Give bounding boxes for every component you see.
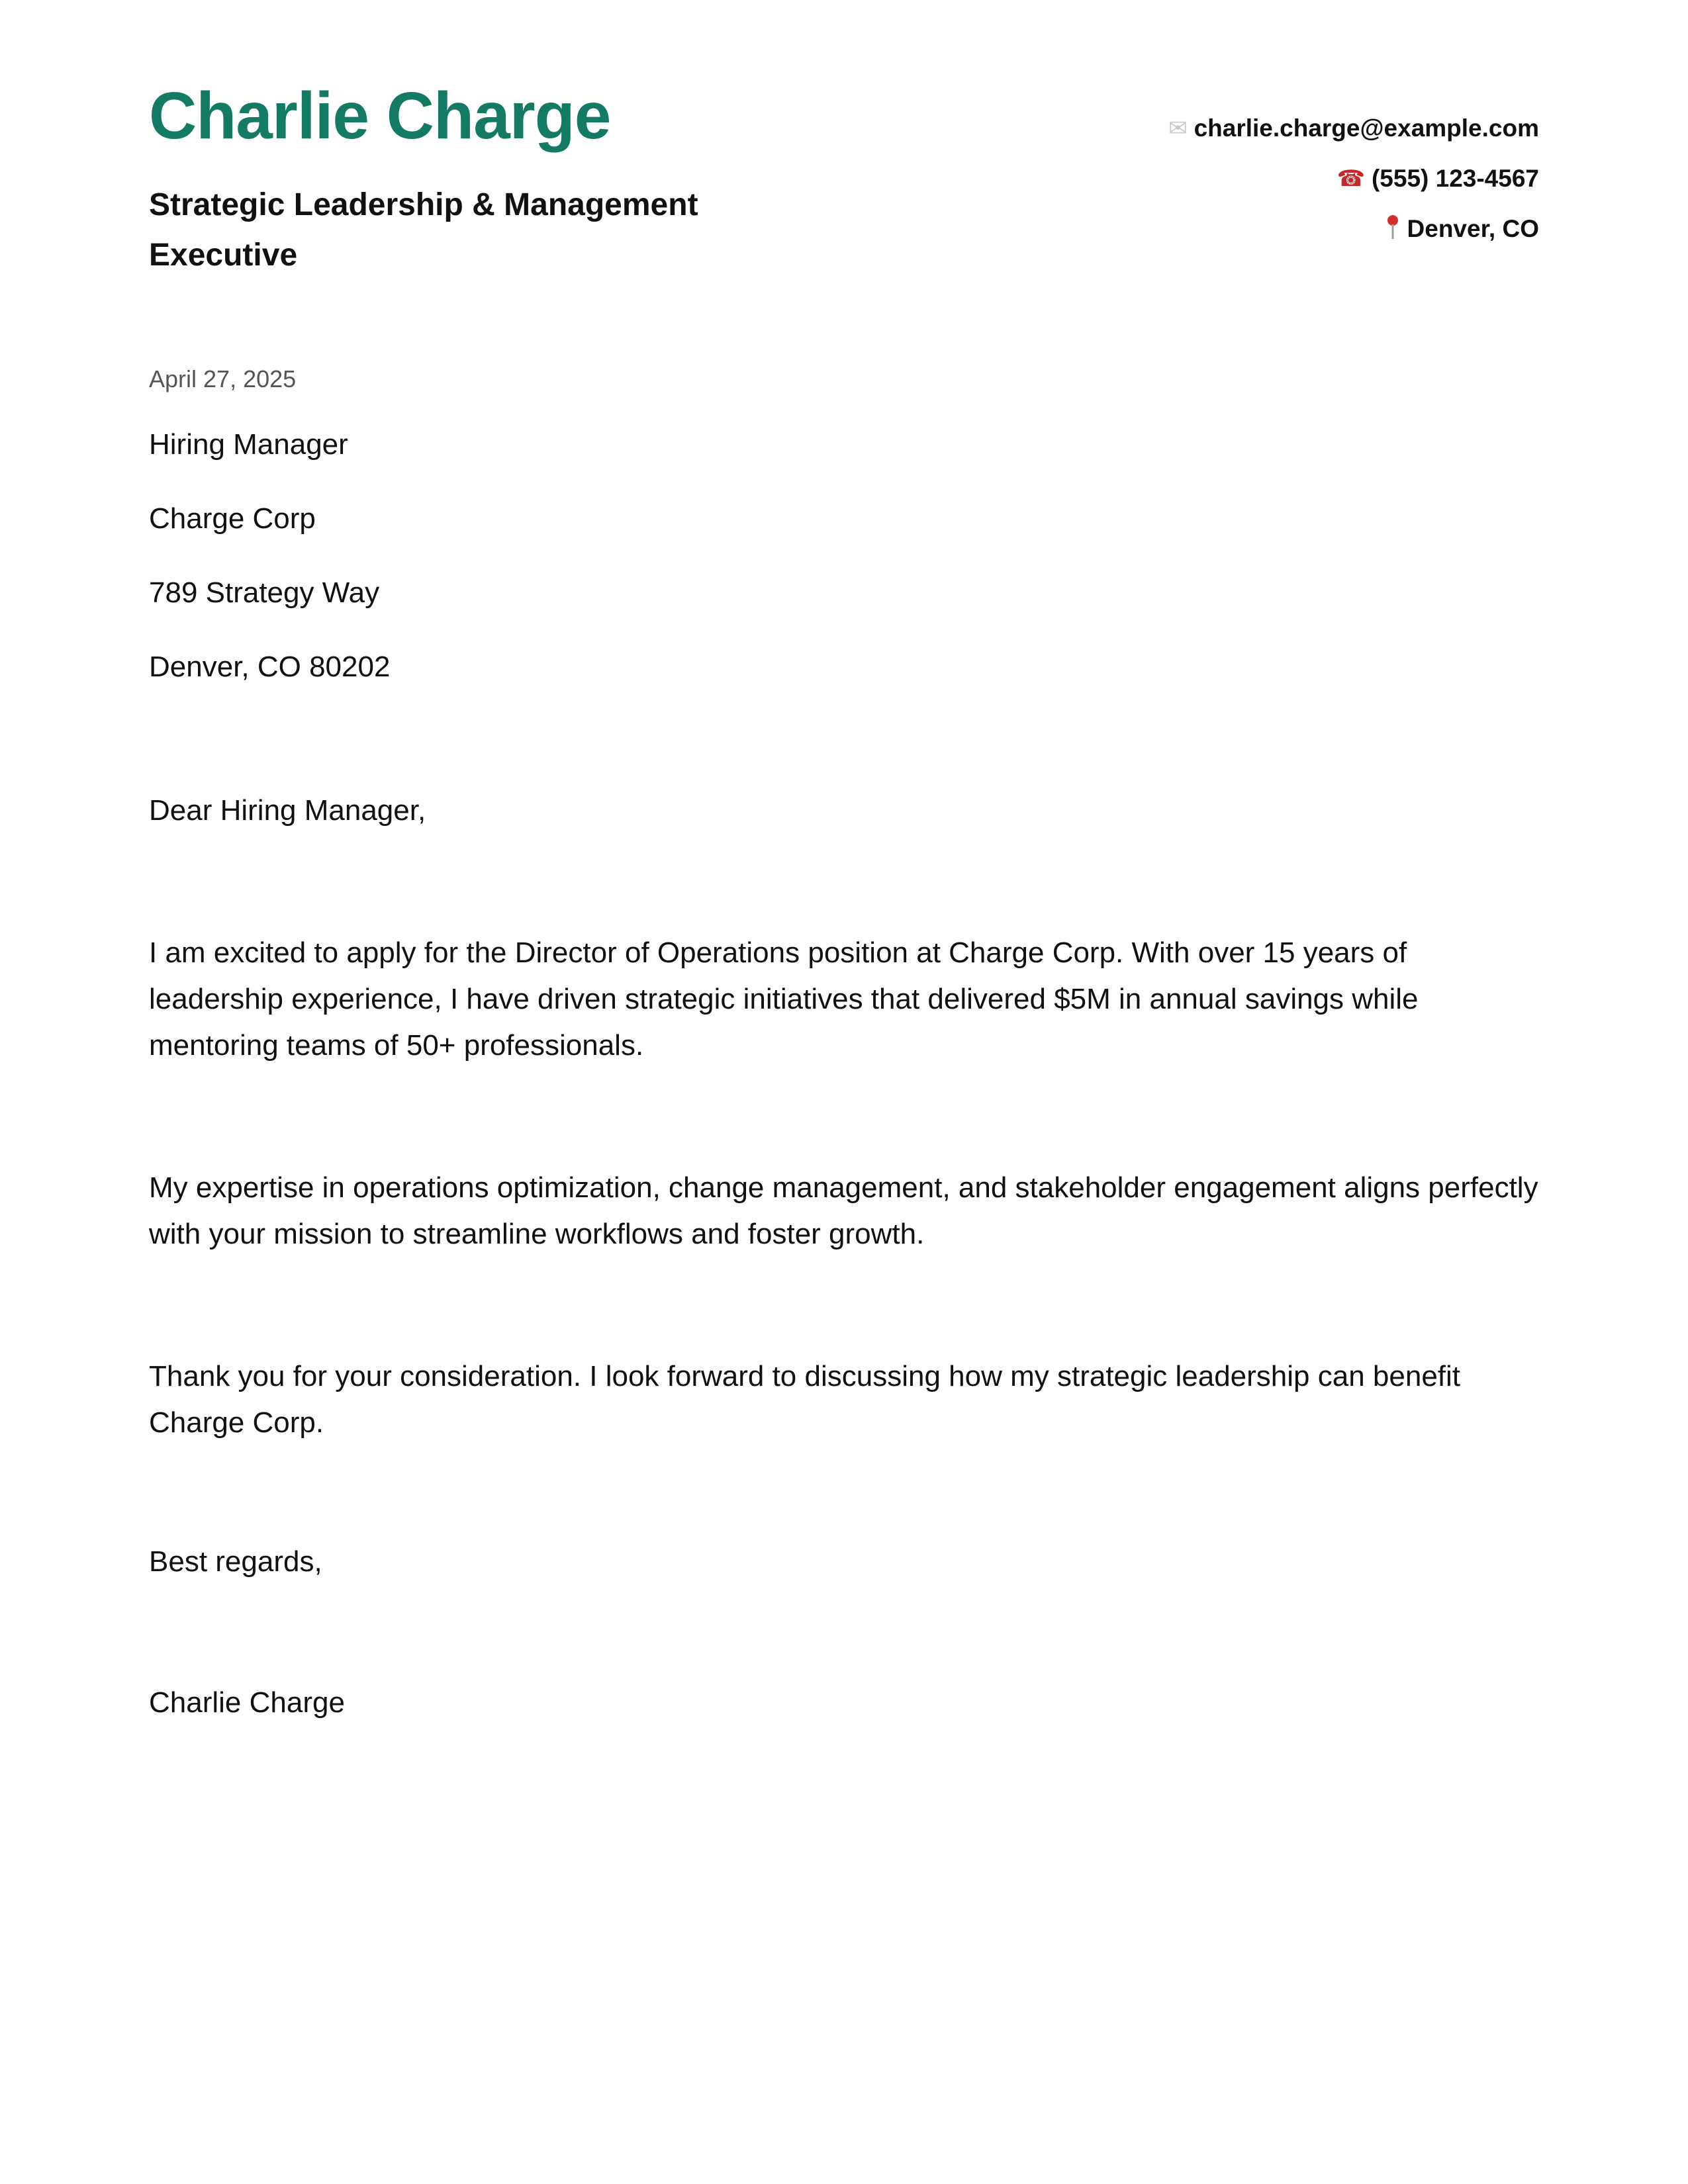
mail-icon: ✉ [1168, 116, 1188, 141]
contact-email [1168, 103, 1539, 154]
recipient-line: Charge Corp [149, 502, 316, 535]
contact-location [1168, 204, 1539, 254]
body-paragraph: My expertise in operations optimization, change management, and stakeholder engagement aligns perfectly with your mission to streamline workflows and foster growth. [149, 1171, 1538, 1250]
signature: Charlie Charge [149, 1686, 345, 1719]
pin-icon [1385, 214, 1401, 244]
body-paragraph: Thank you for your consideration. I look forward to discussing how my strategic leadership can benefit Charge Corp. [149, 1360, 1461, 1439]
recipient-line: 789 Strategy Way [149, 576, 380, 609]
recipient-block [149, 425, 390, 721]
body-paragraph: I am excited to apply for the Director of Operations position at Charge Corp. With over 15 years of leadership experience, I have driven strategic initiatives that delivered $5M in annual savings while mentoring teams of 50+ professionals. [149, 936, 1419, 1062]
recipient-line: Denver, CO 80202 [149, 651, 391, 683]
phone-icon: ☎ [1336, 166, 1365, 191]
location-text: Denver, CO [1407, 215, 1539, 242]
email-text: charlie.charge@example.com [1194, 114, 1539, 142]
applicant-title: Strategic Leadership & Management Executive [149, 187, 698, 273]
contact-phone [1168, 154, 1539, 204]
closing: Best regards, [149, 1545, 322, 1578]
contact-block [1168, 103, 1539, 254]
applicant-name: Charlie Charge [149, 79, 611, 153]
letter-header [149, 73, 1539, 291]
salutation: Dear Hiring Manager, [149, 794, 426, 827]
recipient-line: Hiring Manager [149, 428, 348, 461]
phone-text: (555) 123-4567 [1371, 165, 1539, 192]
letter-date: April 27, 2025 [149, 365, 297, 392]
